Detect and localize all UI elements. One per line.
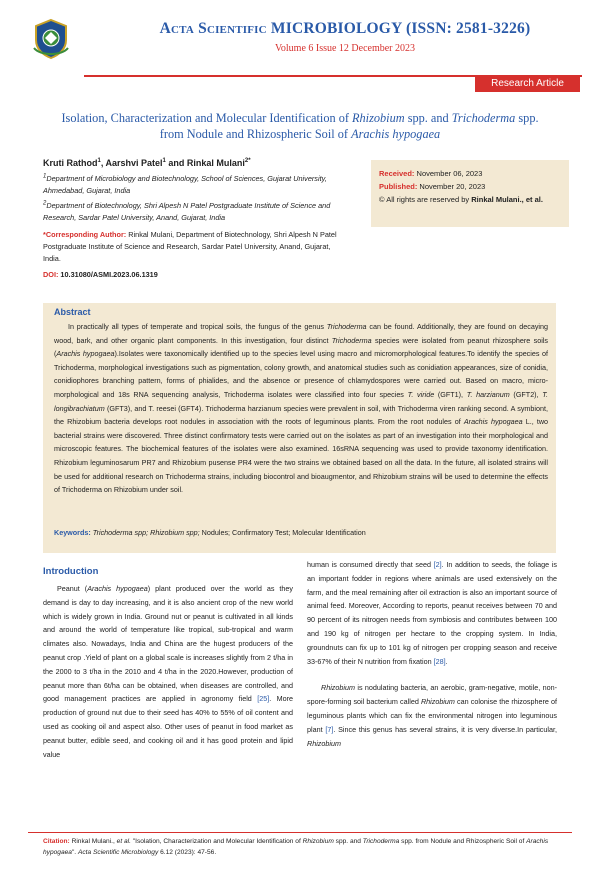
citation: Citation: Rinkal Mulani., et al. "Isolation, Characterization and Molecular Identification of Rhizobium spp. and Trichoderma spp. from Nodule and Rhizospheric Soil of Arachis hypogaea". Acta Scientific Microbiology 6.12 (2023): 47-56.	[43, 838, 549, 856]
issue-line: Volume 6 Issue 12 December 2023	[274, 43, 416, 54]
reference-link[interactable]: [7]	[325, 724, 334, 734]
journal-title: Acta Scientific MICROBIOLOGY (ISSN: 2581-3226)	[159, 20, 531, 37]
article-type-badge: Research Article	[475, 76, 580, 92]
doi: DOI: 10.31080/ASMI.2023.06.1319	[43, 270, 158, 279]
reference-link[interactable]: [2]	[433, 560, 442, 569]
published-date: Published: November 20, 2023	[379, 182, 486, 191]
corresponding-author: *Corresponding Author: Rinkal Mulani, Department of Biotechnology, Shri Alpesh N Patel Postgraduate Institute of Science and Research, Sardar Patel University, Anand, Gujarat, India.	[43, 230, 337, 263]
intro-right-column: human is consumed directly that seed [2]. In addition to seeds, the foliage is an important fodder in regions where animals are used extensively on the farm, and the meal remaining after oil extraction is also an important source of animal feed. Moreover, According to reports, peanut receives between 70 and 90 percent of its nitrogen needs from symbiosis and contributes between 100 and 190 kg of nitrogen per hectare to the cropping system. In India, groundnuts can fix up to 101 kg of nitrogen per cropping season and receive 33-67% of their N nutrition from fixation [28]. Rhizobium is nodulating bacteria, an aerobic, gram-negative, motile, non-spore-forming soil bacterium called Rhizobium can colonise the rhizosphere of leguminous plants which can fix the environmental nitrogen into leguminous plant [7]. Since this genus has several strains, it is very diverse.In particular, Rhizobium	[307, 560, 557, 748]
abstract-heading: Abstract	[54, 307, 91, 317]
keywords: Keywords: Trichoderma spp; Rhizobium spp; Nodules; Confirmatory Test; Molecular Identification	[54, 528, 366, 537]
affiliation-2: $^2$Department of Biotechnology, Shri Alpesh N Patel Postgraduate Institute of Science and Research, Sardar Patel University, Anand, Gujarat, India	[43, 200, 331, 222]
introduction-heading: Introduction	[43, 566, 99, 577]
abstract-text: In practically all types of temperate and tropical soils, the fungus of the genus Trichoderma can be found. Additionally, they are found on decaying wood, bark, and other organic plant components. In this investigation, four distinct Trichoderma species were isolated from peanut rhizosphere soils (Arachis hypogaea).Isolates were taxonomically identified up to the species level using macro and micromorphological features.To identify the species of Trichoderma, morphological investigations such as pigmentation, colony growth, and anatomical studies such as conidiation appearances, size of conidia, conidiophores branching pattern, forms of phialides, and the absence or presence of chlamydospores were carried out. Based on macro, micro-morphological and 18s RNA sequencing analysis, Trichoderma isolates were classified into four species T. viride (GFT1), T. harzianum (GFT2), T. longibrachiatum (GFT3), and T. reesei (GFT4). Trichoderma harzianum species were prevalent in soil, with Trichoderma viren ranking second. A symbiont, the Rhizobium bacteria develops root nodules in association with the roots of leguminous plants. From the root nodules of Arachis hypogaea L., two bacterial strains were discovered. Three distinct confirmatory tests were carried out on the isolates as part of an investigation into their morphological and microscopic features. The biochemical features of the isolates were also examined. 16sRNA sequencing was used to provide taxonomy identification. Rhizobium leguminosarum PR7 and Rhizobium pusense PR4 were the two strains we obtained based on all the data. In the future, all isolated strains will be used for additional research on Trichoderma strains, including biocontrol and bioaugmentor, and Rhizobium strains will be used to determine the effects of Trichoderma on Rhizobium under soil.	[54, 322, 549, 495]
publication-dates-box	[371, 160, 569, 227]
affiliation-1: $^1$Department of Microbiology and Biotechnology, School of Sciences, Gujarat University, Ahmedabad, Gujarat, India	[43, 173, 327, 195]
author-list: Kruti Rathod$^1$, Aarshvi Patel$^1$ and Rinkal Mulani$^{2*}$	[43, 158, 251, 168]
received-date: Received: November 06, 2023	[379, 169, 483, 178]
journal-logo	[30, 18, 72, 60]
article-title-line1: Isolation, Characterization and Molecular Identification of Rhizobium spp. and Trichoderma spp.	[61, 111, 539, 125]
intro-left-column: Peanut (Arachis hypogaea) plant produced over the world as they demand is day to day increasing, and it is also ancient crop of the new world which is widely grown in India. Ground nut or peanut is cultivated in all kinds and around the world of temperature like tropical, sub-tropical and warm climates also. Nowadays, India and China are the hugest producers of the peanut crop .Yield of plant on a global scale is increases slightly from 2 t/ha in the 2000 to 3 t/ha in the 2010 and 4 t/ha in the 2020.However, production of peanut more than 6t/ha can be obtained, when diseases are controlled, and good management practices are applied in agronomy field [25]. More production of ground nut due to their seed has 40% to 55% of oil content and used as cooking oil and aspect also. Other uses of peanut in food market as peanut butter, edible seed, and cooking oil and it has good protein and lipid value	[43, 584, 294, 759]
rights-statement: © All rights are reserved by Rinkal Mulani., et al.	[379, 195, 543, 204]
article-title-line2: from Nodule and Rhizospheric Soil of Arachis hypogaea	[159, 127, 441, 141]
reference-link[interactable]: [25]	[257, 694, 270, 704]
reference-link[interactable]: [28]	[433, 656, 446, 666]
footer-divider	[28, 832, 572, 833]
